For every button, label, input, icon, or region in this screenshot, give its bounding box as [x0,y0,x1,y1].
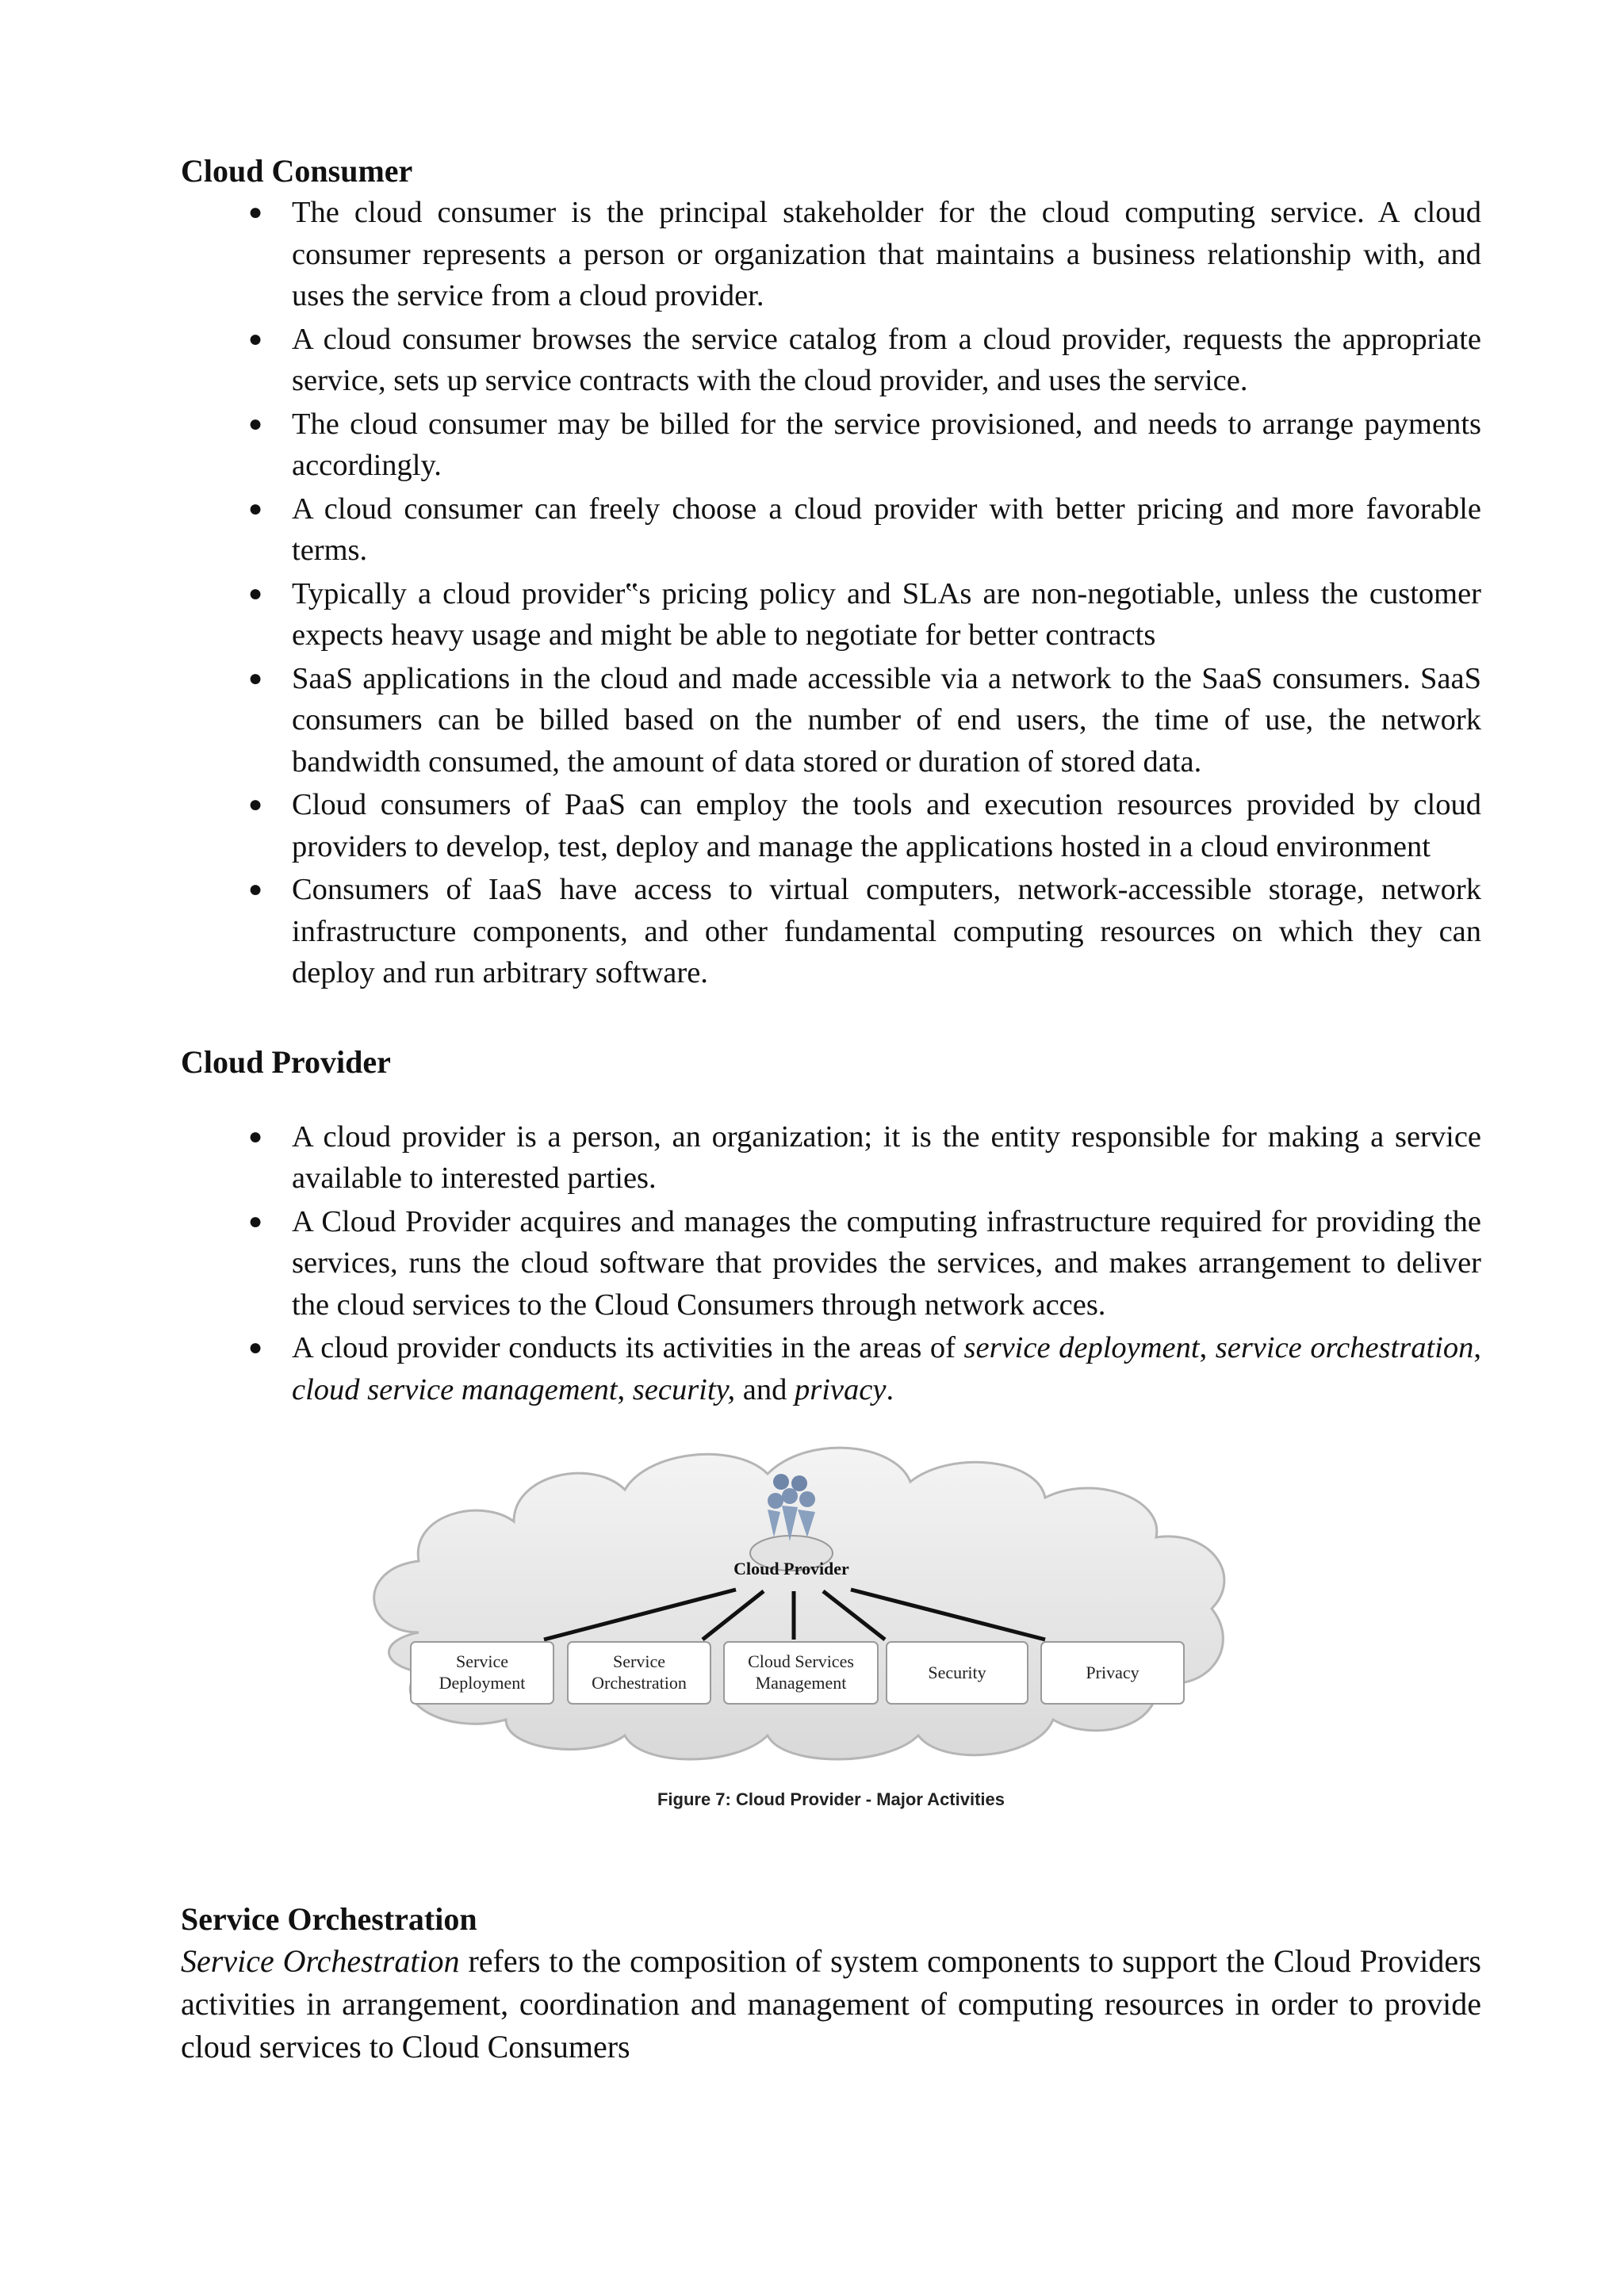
list-item: ● The cloud consumer may be billed for the service provisioned, and needs to arrange payments accordingly. [181,404,1481,487]
activity-box-cloud-services-management [724,1642,878,1704]
cloud-consumer-section [181,151,1481,994]
cloud-consumer-heading: Cloud Consumer [181,153,413,189]
list-item: ● A cloud provider is a person, an organization; it is the entity responsible for making a service available to interested parties. [181,1116,1481,1200]
activity-box-service-deployment [411,1642,553,1704]
list-item: ● Typically a cloud provider‟s pricing policy and SLAs are non-negotiable, unless the customer expects heavy usage and might be able to negotiate for better contracts [181,573,1481,656]
list-item: ● A cloud consumer browses the service catalog from a cloud provider, requests the appropriate service, sets up service contracts with the cloud provider, and uses the service. [181,319,1481,402]
service-orchestration-section [181,1899,1481,2068]
service-orchestration-heading: Service Orchestration [181,1901,477,1937]
term-security: security, [632,1372,736,1406]
list-item: ● A cloud provider conducts its activities in the areas of service deployment, service orchestration, cloud service management, security, and privacy. [181,1327,1481,1410]
bullet-icon: ● [248,1334,263,1360]
svg-text:Management: Management [755,1673,847,1693]
cloud-provider-list [181,1116,1481,1411]
bullet-icon: ● [248,580,263,607]
svg-text:Security: Security [928,1663,986,1682]
document-page [181,151,1481,2068]
svg-text:Cloud Services: Cloud Services [748,1651,854,1671]
bullet-icon: ● [248,876,263,902]
bullet-icon: ● [248,325,263,352]
list-item: ● Cloud consumers of PaaS can employ the tools and execution resources provided by cloud providers to develop, test, deploy and manage the applications hosted in a cloud environment [181,784,1481,867]
term-service-orchestration: service orchestration [1215,1331,1474,1364]
list-item: ● SaaS applications in the cloud and made accessible via a network to the SaaS consumers. SaaS consumers can be billed based on the number of end users, the time of use, the network bandwidth consumed, the amount of data stored or duration of stored data. [181,658,1481,783]
cloud-shape [374,1448,1224,1759]
list-item: ● The cloud consumer is the principal stakeholder for the cloud computing service. A cloud consumer represents a person or organization that maintains a business relationship with, and uses the service from a cloud provider. [181,192,1481,317]
service-orchestration-paragraph: Service Orchestration refers to the composition of system components to support the Cloud Providers activities in arrangement, coordination and management of computing resources in order to provide cloud services to Cloud Consumers [181,1943,1481,2064]
cloud-consumer-list [181,192,1481,994]
term-cloud-service-management: cloud service management [292,1372,618,1406]
bullet-icon: ● [248,410,263,437]
cloud-provider-figure [181,1442,1481,1854]
cloud-provider-label: Cloud Provider [733,1559,849,1578]
svg-text:Service: Service [456,1651,508,1671]
cloud-provider-heading: Cloud Provider [181,1043,391,1080]
activity-box-privacy [1041,1642,1184,1704]
list-item: ● A cloud consumer can freely choose a cloud provider with better pricing and more favorable terms. [181,488,1481,572]
figure-caption: Figure 7: Cloud Provider - Major Activities [657,1789,1005,1809]
bullet-icon: ● [248,1123,263,1150]
bullet-icon: ● [248,1207,263,1234]
activity-box-service-orchestration [568,1642,710,1704]
term-privacy: privacy [795,1372,887,1406]
bullet-icon: ● [248,664,263,691]
term-service-deployment: service deployment [963,1331,1200,1364]
term-service-orchestration-inline: Service Orchestration [181,1943,460,1979]
bullet-icon: ● [248,199,263,225]
bullet-icon: ● [248,495,263,522]
cloud-provider-section [181,1042,1481,1411]
list-item: ● Consumers of IaaS have access to virtual computers, network-accessible storage, network infrastructure components, and other fundamental computing resources on which they can deploy and run arbitrary software. [181,869,1481,994]
svg-text:Privacy: Privacy [1086,1663,1139,1682]
cloud-diagram [181,1442,1481,1783]
svg-text:Orchestration: Orchestration [592,1673,687,1693]
svg-text:Deployment: Deployment [439,1673,526,1693]
activity-box-security [887,1642,1028,1704]
bullet-icon: ● [248,791,263,817]
list-item: ● A Cloud Provider acquires and manages the computing infrastructure required for providing the services, runs the cloud software that provides the services, and makes arrangement to deliver the cloud services to the Cloud Consumers through network acces. [181,1201,1481,1326]
svg-text:Service: Service [613,1651,665,1671]
